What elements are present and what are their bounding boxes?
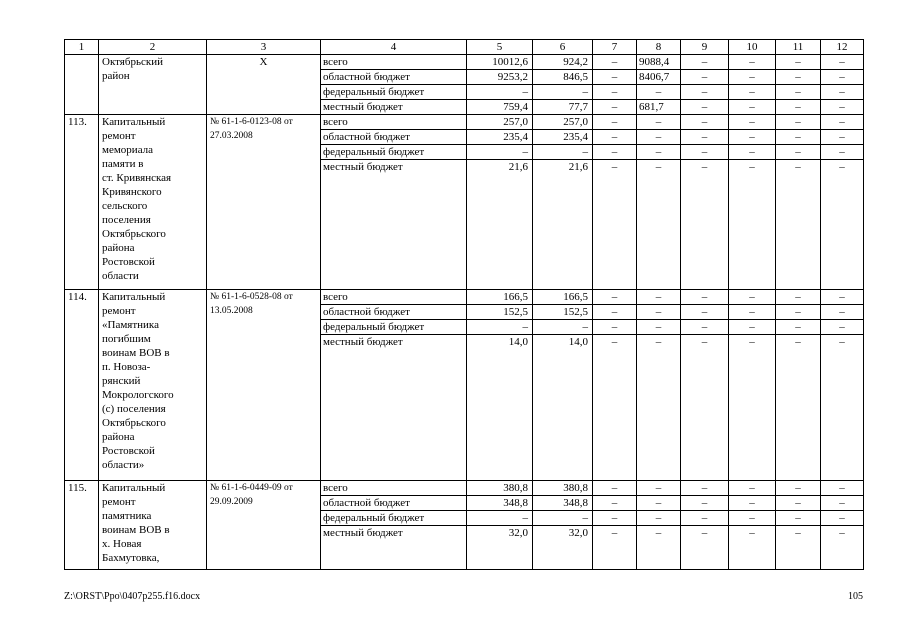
- value-cell-12: –: [821, 526, 864, 570]
- header-cell: 6: [533, 40, 593, 55]
- value-cell-7: –: [593, 496, 637, 511]
- value-cell-10: –: [729, 335, 776, 481]
- object-name-line: Капитальный: [102, 291, 166, 303]
- header-cell: 8: [637, 40, 681, 55]
- value-cell-5: 235,4: [467, 130, 533, 145]
- value-cell-12: –: [821, 85, 864, 100]
- funding-source: областной бюджет: [321, 70, 467, 85]
- value-cell-6: 21,6: [533, 160, 593, 290]
- value-cell-6: 32,0: [533, 526, 593, 570]
- object-name-line: памяти в: [102, 158, 144, 170]
- value-cell-10: –: [729, 130, 776, 145]
- value-cell-5: –: [467, 320, 533, 335]
- value-cell-12: –: [821, 70, 864, 85]
- value-cell-6: 924,2: [533, 55, 593, 70]
- value-cell-12: –: [821, 290, 864, 305]
- value-cell-6: 257,0: [533, 115, 593, 130]
- object-name-line: ремонт: [102, 130, 136, 142]
- value-cell-7: –: [593, 335, 637, 481]
- value-cell-12: –: [821, 481, 864, 496]
- item-number: 113.: [65, 115, 99, 290]
- value-cell-11: –: [776, 481, 821, 496]
- value-cell-5: 10012,6: [467, 55, 533, 70]
- funding-source: местный бюджет: [321, 160, 467, 290]
- funding-source: всего: [321, 55, 467, 70]
- object-name-line: Октябрьского: [102, 417, 166, 429]
- value-cell-10: –: [729, 511, 776, 526]
- object-name-line: области»: [102, 459, 145, 471]
- value-cell-7: –: [593, 130, 637, 145]
- object-name-line: Октябрьский: [102, 56, 163, 68]
- funding-source: местный бюджет: [321, 526, 467, 570]
- value-cell-6: –: [533, 85, 593, 100]
- value-cell-12: –: [821, 511, 864, 526]
- value-cell-9: –: [681, 290, 729, 305]
- value-cell-7: –: [593, 70, 637, 85]
- value-cell-11: –: [776, 320, 821, 335]
- funding-source: федеральный бюджет: [321, 85, 467, 100]
- value-cell-10: –: [729, 70, 776, 85]
- object-name: [99, 290, 207, 481]
- header-cell: 1: [65, 40, 99, 55]
- value-cell-7: –: [593, 290, 637, 305]
- value-cell-12: –: [821, 305, 864, 320]
- funding-source: всего: [321, 115, 467, 130]
- funding-source: областной бюджет: [321, 305, 467, 320]
- value-cell-9: –: [681, 511, 729, 526]
- value-cell-5: 9253,2: [467, 70, 533, 85]
- value-cell-7: –: [593, 320, 637, 335]
- value-cell-5: 14,0: [467, 335, 533, 481]
- value-cell-7: –: [593, 100, 637, 115]
- value-cell-12: –: [821, 335, 864, 481]
- object-name: [99, 55, 207, 115]
- header-row: [65, 40, 864, 55]
- value-cell-12: –: [821, 320, 864, 335]
- header-cell: 12: [821, 40, 864, 55]
- object-name-line: Ростовской: [102, 256, 155, 268]
- value-cell-5: 380,8: [467, 481, 533, 496]
- budget-table: [64, 39, 864, 570]
- value-cell-5: 257,0: [467, 115, 533, 130]
- object-name-line: ремонт: [102, 496, 136, 508]
- object-name-line: воинам ВОВ в: [102, 524, 170, 536]
- value-cell-9: –: [681, 85, 729, 100]
- value-cell-7: –: [593, 85, 637, 100]
- header-cell: 9: [681, 40, 729, 55]
- document-ref: № 61-1-6-0528-08 от 13.05.2008: [207, 290, 321, 481]
- document-ref: Х: [207, 55, 321, 115]
- value-cell-6: 380,8: [533, 481, 593, 496]
- value-cell-6: 166,5: [533, 290, 593, 305]
- value-cell-6: 77,7: [533, 100, 593, 115]
- value-cell-12: –: [821, 145, 864, 160]
- header-cell: 3: [207, 40, 321, 55]
- value-cell-9: –: [681, 130, 729, 145]
- value-cell-10: –: [729, 496, 776, 511]
- value-cell-8: –: [637, 320, 681, 335]
- funding-source: местный бюджет: [321, 100, 467, 115]
- object-name-line: ст. Кривянская: [102, 172, 172, 184]
- object-name-line: области: [102, 270, 139, 282]
- value-cell-8: –: [637, 526, 681, 570]
- value-cell-9: –: [681, 115, 729, 130]
- object-name-line: Октябрьского: [102, 228, 166, 240]
- value-cell-9: –: [681, 160, 729, 290]
- value-cell-12: –: [821, 100, 864, 115]
- object-name-line: район: [102, 70, 130, 82]
- value-cell-12: –: [821, 115, 864, 130]
- header-cell: 11: [776, 40, 821, 55]
- value-cell-8: 9088,4: [637, 55, 681, 70]
- funding-source: федеральный бюджет: [321, 511, 467, 526]
- value-cell-5: 166,5: [467, 290, 533, 305]
- object-name-line: района: [102, 242, 135, 254]
- object-name-line: Бахмутовка,: [102, 552, 160, 564]
- value-cell-10: –: [729, 160, 776, 290]
- value-cell-6: 152,5: [533, 305, 593, 320]
- item-number: 114.: [65, 290, 99, 481]
- table-row: [65, 481, 864, 496]
- header-cell: 10: [729, 40, 776, 55]
- value-cell-8: 8406,7: [637, 70, 681, 85]
- value-cell-10: –: [729, 55, 776, 70]
- value-cell-10: –: [729, 145, 776, 160]
- object-name-line: (с) поселения: [102, 403, 166, 415]
- value-cell-10: –: [729, 85, 776, 100]
- value-cell-9: –: [681, 526, 729, 570]
- value-cell-5: 759,4: [467, 100, 533, 115]
- header-cell: 7: [593, 40, 637, 55]
- value-cell-9: –: [681, 496, 729, 511]
- funding-source: федеральный бюджет: [321, 145, 467, 160]
- object-name: [99, 115, 207, 290]
- value-cell-8: –: [637, 511, 681, 526]
- object-name-line: ремонт: [102, 305, 136, 317]
- value-cell-9: –: [681, 100, 729, 115]
- value-cell-11: –: [776, 511, 821, 526]
- value-cell-7: –: [593, 160, 637, 290]
- value-cell-10: –: [729, 290, 776, 305]
- value-cell-6: –: [533, 511, 593, 526]
- value-cell-6: –: [533, 145, 593, 160]
- funding-source: областной бюджет: [321, 130, 467, 145]
- object-name-line: воинам ВОВ в: [102, 347, 170, 359]
- value-cell-12: –: [821, 496, 864, 511]
- document-ref: № 61-1-6-0123-08 от 27.03.2008: [207, 115, 321, 290]
- value-cell-11: –: [776, 305, 821, 320]
- object-name-line: х. Новая: [102, 538, 142, 550]
- value-cell-5: 348,8: [467, 496, 533, 511]
- table-row: [65, 290, 864, 305]
- table-row: [65, 115, 864, 130]
- object-name-line: п. Новоза-: [102, 361, 151, 373]
- object-name-line: рянский: [102, 375, 141, 387]
- value-cell-8: –: [637, 145, 681, 160]
- item-number: 115.: [65, 481, 99, 570]
- value-cell-10: –: [729, 320, 776, 335]
- value-cell-6: 846,5: [533, 70, 593, 85]
- value-cell-5: 32,0: [467, 526, 533, 570]
- value-cell-11: –: [776, 70, 821, 85]
- document-ref: № 61-1-6-0449-09 от 29.09.2009: [207, 481, 321, 570]
- value-cell-10: –: [729, 305, 776, 320]
- value-cell-6: 14,0: [533, 335, 593, 481]
- value-cell-12: –: [821, 55, 864, 70]
- value-cell-7: –: [593, 305, 637, 320]
- funding-source: федеральный бюджет: [321, 320, 467, 335]
- value-cell-9: –: [681, 305, 729, 320]
- object-name: [99, 481, 207, 570]
- value-cell-9: –: [681, 70, 729, 85]
- value-cell-5: –: [467, 511, 533, 526]
- value-cell-9: –: [681, 335, 729, 481]
- value-cell-10: –: [729, 481, 776, 496]
- value-cell-12: –: [821, 160, 864, 290]
- object-name-line: поселения: [102, 214, 151, 226]
- object-name-line: погибшим: [102, 333, 151, 345]
- value-cell-11: –: [776, 115, 821, 130]
- page-number: 105: [848, 591, 863, 602]
- object-name-line: Мокрологского: [102, 389, 174, 401]
- value-cell-10: –: [729, 115, 776, 130]
- value-cell-11: –: [776, 130, 821, 145]
- value-cell-8: –: [637, 290, 681, 305]
- value-cell-9: –: [681, 481, 729, 496]
- value-cell-8: –: [637, 481, 681, 496]
- funding-source: всего: [321, 481, 467, 496]
- funding-source: местный бюджет: [321, 335, 467, 481]
- value-cell-8: –: [637, 85, 681, 100]
- value-cell-11: –: [776, 100, 821, 115]
- value-cell-8: –: [637, 115, 681, 130]
- value-cell-9: –: [681, 320, 729, 335]
- header-cell: 2: [99, 40, 207, 55]
- value-cell-7: –: [593, 511, 637, 526]
- object-name-line: мемориала: [102, 144, 154, 156]
- value-cell-10: –: [729, 526, 776, 570]
- value-cell-7: –: [593, 115, 637, 130]
- value-cell-5: 21,6: [467, 160, 533, 290]
- value-cell-7: –: [593, 481, 637, 496]
- value-cell-11: –: [776, 290, 821, 305]
- object-name-line: Ростовской: [102, 445, 155, 457]
- table-row: [65, 55, 864, 70]
- value-cell-11: –: [776, 145, 821, 160]
- value-cell-8: 681,7: [637, 100, 681, 115]
- object-name-line: памятника: [102, 510, 152, 522]
- value-cell-11: –: [776, 496, 821, 511]
- object-name-line: сельского: [102, 200, 148, 212]
- value-cell-6: 348,8: [533, 496, 593, 511]
- value-cell-9: –: [681, 55, 729, 70]
- value-cell-5: –: [467, 85, 533, 100]
- value-cell-8: –: [637, 496, 681, 511]
- value-cell-11: –: [776, 160, 821, 290]
- funding-source: областной бюджет: [321, 496, 467, 511]
- value-cell-8: –: [637, 305, 681, 320]
- value-cell-7: –: [593, 526, 637, 570]
- value-cell-11: –: [776, 55, 821, 70]
- value-cell-10: –: [729, 100, 776, 115]
- value-cell-8: –: [637, 335, 681, 481]
- object-name-line: района: [102, 431, 135, 443]
- value-cell-11: –: [776, 85, 821, 100]
- value-cell-11: –: [776, 526, 821, 570]
- value-cell-9: –: [681, 145, 729, 160]
- value-cell-5: 152,5: [467, 305, 533, 320]
- header-cell: 5: [467, 40, 533, 55]
- value-cell-7: –: [593, 145, 637, 160]
- value-cell-12: –: [821, 130, 864, 145]
- value-cell-8: –: [637, 160, 681, 290]
- value-cell-7: –: [593, 55, 637, 70]
- value-cell-5: –: [467, 145, 533, 160]
- value-cell-6: 235,4: [533, 130, 593, 145]
- value-cell-8: –: [637, 130, 681, 145]
- object-name-line: Капитальный: [102, 482, 166, 494]
- funding-source: всего: [321, 290, 467, 305]
- object-name-line: Кривянского: [102, 186, 162, 198]
- item-number: [65, 55, 99, 115]
- header-cell: 4: [321, 40, 467, 55]
- value-cell-11: –: [776, 335, 821, 481]
- object-name-line: «Памятника: [102, 319, 159, 331]
- document-path: Z:\ORST\Ppo\0407p255.f16.docx: [64, 591, 201, 602]
- object-name-line: Капитальный: [102, 116, 166, 128]
- value-cell-6: –: [533, 320, 593, 335]
